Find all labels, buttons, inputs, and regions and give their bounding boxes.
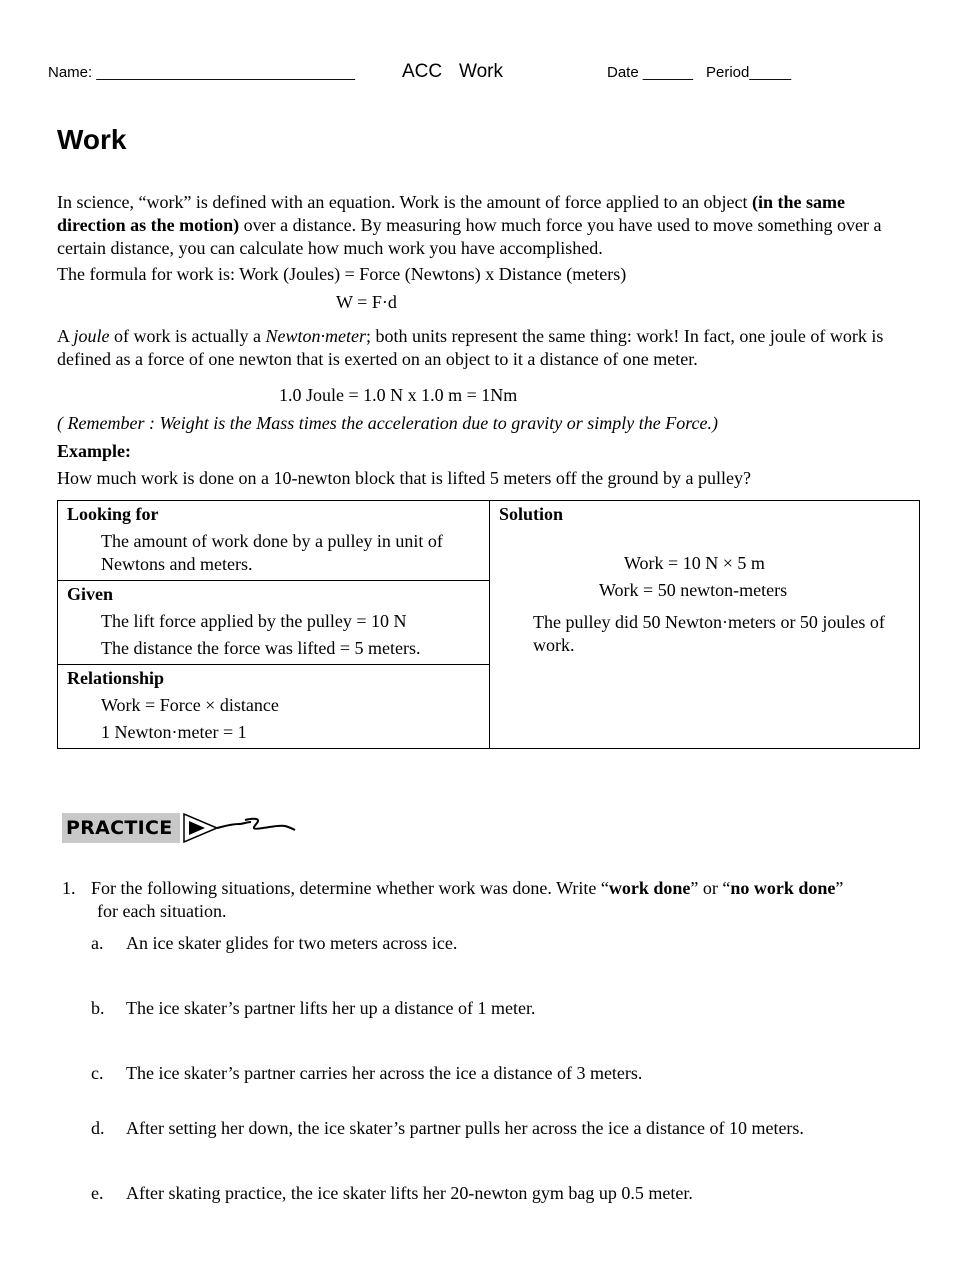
- intro-paragraph: In science, “work” is defined with an equation. Work is the amount of force applied to an object (in the same direction as the motion) over a distance. By measuring how much force you have used to move something over a certain distance, you can calculate how much work you have accomplished.: [57, 192, 882, 258]
- relationship-cell: [58, 665, 490, 749]
- question-text: For the following situations, determine whether work was done. Write “work done” or “no work done”: [91, 878, 844, 898]
- joule-paragraph: A joule of work is actually a Newton·meter; both units represent the same thing: work! In fact, one joule of work is defined as a force of one newton that is exerted on an object to it a distance of one meter.: [57, 326, 884, 369]
- item-letter: b.: [91, 998, 105, 1018]
- page-title: Work: [57, 124, 127, 155]
- question-number: 1.: [62, 878, 76, 898]
- looking-for-text: The amount of work done by a pulley in unit of Newtons and meters.: [101, 531, 443, 574]
- formula-short: W = F·d: [336, 292, 397, 312]
- example-table: [57, 500, 920, 749]
- item-letter: e.: [91, 1183, 104, 1203]
- name-field-label: Name: _______________________________: [48, 64, 355, 81]
- relationship-heading: Relationship: [67, 668, 165, 688]
- relationship-unit: 1 Newton·meter = 1: [101, 722, 247, 742]
- item-text: After skating practice, the ice skater lifts her 20-newton gym bag up 0.5 meter.: [126, 1183, 693, 1203]
- item-letter: c.: [91, 1063, 104, 1083]
- relationship-formula: Work = Force × distance: [101, 695, 279, 715]
- given-distance: The distance the force was lifted = 5 meters.: [101, 638, 421, 658]
- course-label: ACC: [402, 61, 443, 82]
- practice-label: PRACTICE: [66, 817, 173, 839]
- item-text: The ice skater’s partner lifts her up a distance of 1 meter.: [126, 998, 536, 1018]
- date-field-label: Date ______: [607, 64, 693, 81]
- solution-step-1: Work = 10 N × 5 m: [624, 553, 765, 573]
- example-label: Example:: [57, 441, 131, 461]
- item-text: An ice skater glides for two meters across ice.: [126, 933, 458, 953]
- item-letter: d.: [91, 1118, 105, 1138]
- joule-equation: 1.0 Joule = 1.0 N x 1.0 m = 1Nm: [279, 385, 518, 405]
- solution-conclusion: The pulley did 50 Newton·meters or 50 joules of work.: [533, 612, 885, 655]
- given-cell: [58, 581, 490, 665]
- solution-step-2: Work = 50 newton-meters: [599, 580, 788, 600]
- given-force: The lift force applied by the pulley = 10 N: [101, 611, 407, 631]
- remember-note: ( Remember : Weight is the Mass times the acceleration due to gravity or simply the Force.): [57, 413, 719, 433]
- pencil-arrow-icon: [181, 808, 301, 848]
- formula-line: The formula for work is: Work (Joules) = Force (Newtons) x Distance (meters): [57, 264, 627, 284]
- looking-for-heading: Looking for: [67, 504, 159, 524]
- given-heading: Given: [67, 584, 114, 604]
- example-question: How much work is done on a 10-newton block that is lifted 5 meters off the ground by a pulley?: [57, 468, 752, 488]
- solution-heading: Solution: [499, 504, 564, 524]
- question-text-cont: for each situation.: [97, 901, 227, 921]
- looking-for-cell: [58, 501, 490, 581]
- item-text: After setting her down, the ice skater’s partner pulls her across the ice a distance of 10 meters.: [126, 1118, 804, 1138]
- solution-cell: [490, 501, 920, 749]
- intro-bold-phrase: (in the same direction as the motion): [57, 192, 845, 235]
- topic-label: Work: [459, 61, 503, 82]
- period-field-label: Period_____: [706, 64, 792, 81]
- item-text: The ice skater’s partner carries her across the ice a distance of 3 meters.: [126, 1063, 643, 1083]
- item-letter: a.: [91, 933, 104, 953]
